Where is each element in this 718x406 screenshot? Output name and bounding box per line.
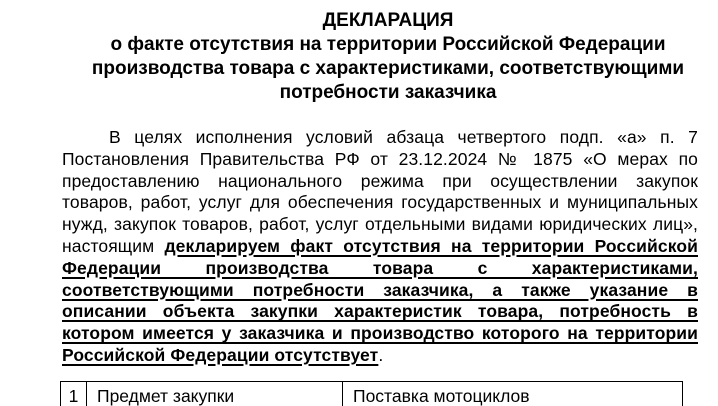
table-row bbox=[61, 381, 683, 406]
document-title-block bbox=[62, 9, 698, 105]
row-value-cell: Поставка мотоциклов bbox=[343, 381, 683, 406]
document-subtitle-line-1: о факте отсутствия на территории Российской Федерации bbox=[110, 34, 666, 55]
paragraph-closing-punctuation: . bbox=[378, 344, 384, 365]
row-label-cell: Предмет закупки bbox=[87, 381, 343, 406]
row-number-cell: 1 bbox=[61, 381, 87, 406]
paragraph-intro-text: В целях исполнения условий абзаца четвертого подп. «а» п. 7 Постановления Правительства РФ от 23.12.2024 № 1875 «О мерах по предоставлению национального режима при осуществлении закупок товаров, работ, услуг для обеспечения государственных и муниципальных нужд, закупок товаров, работ, услуг отдельными видами юридических лиц», настоящим bbox=[62, 127, 698, 256]
document-title: ДЕКЛАРАЦИЯ bbox=[322, 10, 454, 31]
document-subtitle-line-2: производства товара с характеристиками, соответствующими bbox=[91, 58, 685, 79]
declaration-statement-text: декларируем факт отсутствия на территории Российской Федерации производства товара с характеристиками, соответствующими потребности заказчика, а также указание в описании объекта закупки характеристик товара, потребность в котором имеется у заказчика и производство которого на территории Российской Федерации отсутствует bbox=[62, 235, 698, 365]
document-subtitle-line-3: потребности заказчика bbox=[279, 82, 497, 103]
procurement-details-table bbox=[60, 381, 683, 406]
declaration-paragraph bbox=[62, 127, 698, 367]
